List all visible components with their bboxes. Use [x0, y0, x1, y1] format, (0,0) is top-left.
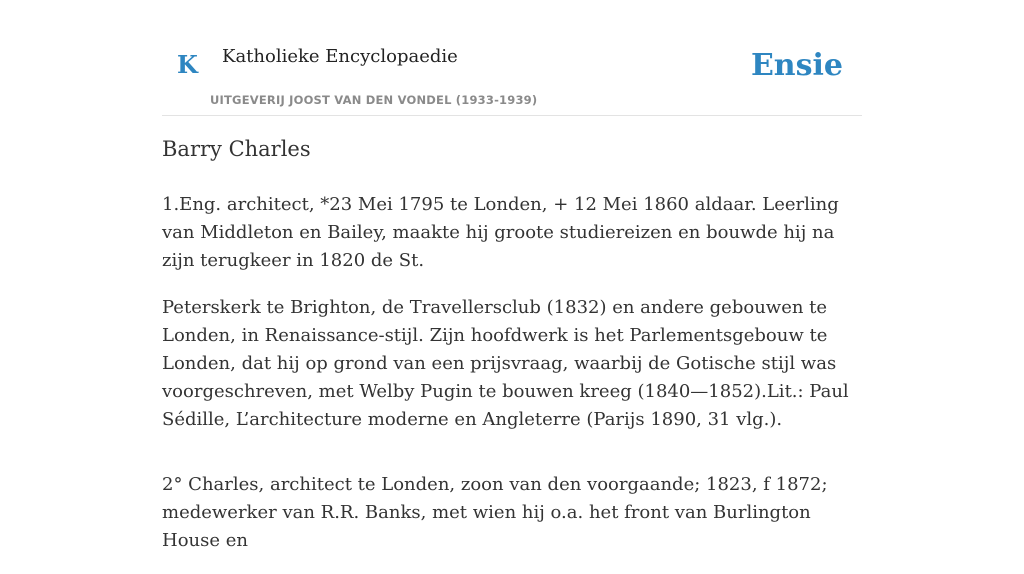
encyclopedia-title[interactable]: Katholieke Encyclopaedie — [222, 46, 458, 67]
article-paragraph: Peterskerk te Brighton, de Travellersclub (1832) en andere gebouwen te Londen, in Renaissance-stijl. Zijn hoofdwerk is het Parlementsgebouw te Londen, dat hij op grond van een prijsvraag, waarbij de Gotische stijl was voorgeschreven, met Welby Pugin te bouwen kreeg (1840—1852).Lit.: Paul Sédille, L’architecture moderne en Angleterre (Parijs 1890, 31 vlg.). — [162, 297, 849, 431]
entry-title: Barry Charles — [162, 137, 311, 161]
article-paragraph: 2° Charles, architect te Londen, zoon van den voorgaande; 1823, f 1872; medewerker van R.R. Banks, met wien hij o.a. het front van Burlington House en — [162, 474, 828, 552]
article-content — [162, 136, 868, 574]
article-paragraph: 1.Eng. architect, *23 Mei 1795 te Londen, + 12 Mei 1860 aldaar. Leerling van Middleton en Bailey, maakte hij groote studiereizen en bouwde hij na zijn terugkeer in 1820 de St. — [162, 194, 839, 272]
ensie-brand-link[interactable]: Ensie — [750, 48, 843, 83]
site-logo[interactable]: K — [177, 50, 198, 79]
publisher-subtitle: UITGEVERIJ JOOST VAN DEN VONDEL (1933-1939) — [210, 93, 538, 107]
site-header — [162, 0, 862, 116]
